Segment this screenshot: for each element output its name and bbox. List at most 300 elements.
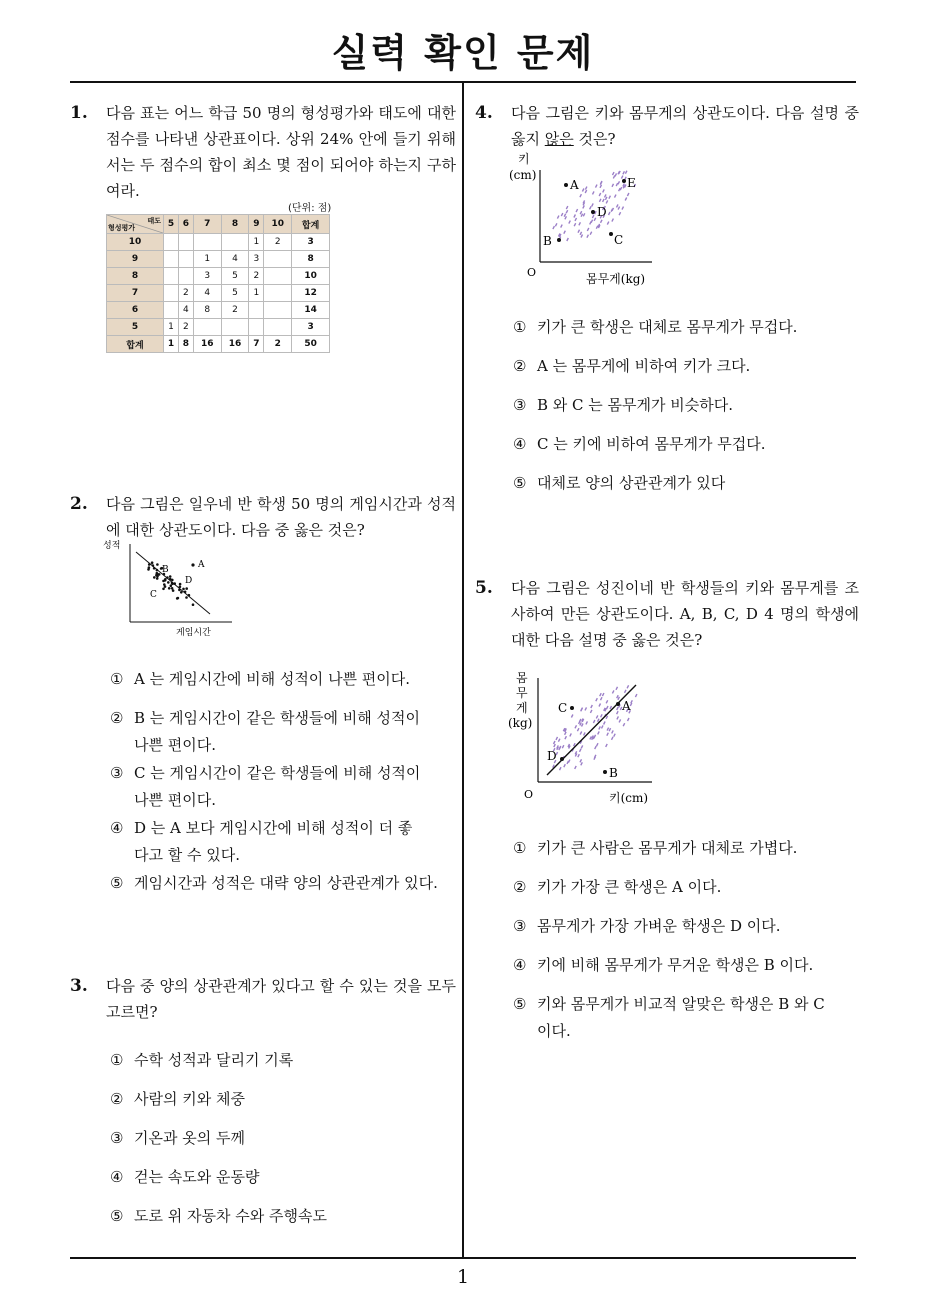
scatter-mark	[602, 725, 604, 728]
scatter-mark	[625, 198, 627, 201]
point-label-d: D	[185, 576, 193, 586]
scatter-mark	[558, 739, 560, 742]
table-cell: 3	[249, 251, 264, 268]
scatter-dot	[178, 589, 181, 592]
table-cell	[264, 319, 292, 336]
option-number: ⑤	[513, 995, 527, 1013]
row-header: 합계	[107, 336, 164, 353]
scatter-dot	[177, 597, 180, 600]
scatter-dot	[184, 591, 187, 594]
scatter-mark	[618, 697, 620, 700]
scatter-mark	[620, 187, 622, 190]
scatter-mark	[606, 744, 608, 747]
table-row	[107, 251, 330, 268]
scatter-mark	[625, 171, 627, 174]
scatter-mark	[565, 216, 567, 219]
option-2[interactable]	[513, 874, 721, 901]
scatter-dot	[172, 589, 175, 592]
corner-top-label: 태도	[147, 217, 161, 225]
scatter-mark	[622, 207, 624, 210]
option-4[interactable]	[513, 952, 813, 979]
table-cell: 2	[221, 302, 249, 319]
scatter-mark	[606, 700, 608, 703]
scatter-mark	[601, 697, 603, 700]
table-cell	[264, 268, 292, 285]
option-number: ②	[110, 1090, 124, 1108]
table-cell	[264, 251, 292, 268]
scatter-mark	[610, 706, 612, 709]
option-text: 수학 성적과 달리기 기록	[134, 1051, 294, 1069]
scatter-mark	[580, 732, 582, 735]
scatter-mark	[635, 694, 637, 697]
point-label-d: D	[597, 205, 607, 219]
scatter-mark	[578, 754, 580, 757]
table-row	[107, 268, 330, 285]
scatter-mark	[566, 206, 568, 209]
scatter-mark	[603, 189, 605, 192]
scatter-mark	[621, 176, 623, 179]
scatter-mark	[599, 704, 601, 707]
scatter-dot	[151, 561, 154, 564]
option-5[interactable]	[110, 870, 455, 897]
option-text: 게임시간과 성적은 대략 양의 상관관계가 있다.	[134, 874, 438, 892]
scatter-mark	[594, 735, 596, 738]
option-number: ④	[513, 956, 527, 974]
scatter-mark	[617, 711, 619, 714]
corner-bottom-label: 형성평가	[108, 224, 136, 232]
scatter-mark	[559, 747, 561, 750]
table-cell: 7	[249, 336, 264, 353]
table-corner-cell	[107, 215, 164, 234]
point-label-c: C	[150, 590, 157, 600]
option-text: 키가 큰 사람은 몸무게가 대체로 가볍다.	[537, 839, 798, 857]
scatter-mark	[591, 220, 593, 223]
scatter-mark	[606, 716, 608, 719]
scatter-mark	[612, 184, 614, 187]
scatter-mark	[623, 171, 625, 174]
y-axis-label: 게	[516, 701, 528, 715]
scatter-mark	[613, 172, 615, 175]
scatter-dot	[179, 583, 182, 586]
point-c	[570, 706, 574, 710]
point-label-c: C	[558, 701, 568, 715]
scatter-mark	[602, 693, 604, 696]
point-a	[564, 183, 568, 187]
scatter-mark	[605, 197, 607, 200]
option-text: 키가 큰 학생은 대체로 몸무게가 무겁다.	[537, 318, 798, 336]
table-cell: 16	[193, 336, 221, 353]
scatter-dot	[164, 585, 167, 588]
scatter-mark	[587, 228, 589, 231]
point-e	[622, 179, 626, 183]
correlation-table	[106, 214, 330, 353]
scatter-mark	[596, 698, 598, 701]
table-unit: (단위: 점)	[288, 203, 332, 214]
option-1[interactable]	[513, 314, 797, 341]
scatter-mark	[579, 222, 581, 225]
scatter-mark	[601, 220, 603, 223]
row-header: 5	[107, 319, 164, 336]
option-text: 키에 비해 몸무게가 무거운 학생은 B 이다.	[537, 956, 814, 974]
scatter-mark	[601, 181, 603, 184]
table-cell: 1	[164, 319, 179, 336]
table-cell: 3	[292, 319, 330, 336]
scatter-mark	[599, 193, 601, 196]
point-label-c: C	[614, 233, 624, 247]
scatter-mark	[604, 722, 606, 725]
scatter-mark	[606, 200, 608, 203]
option-number: ①	[110, 1051, 124, 1069]
scatter-mark	[619, 212, 621, 215]
scatter-dot	[156, 569, 159, 572]
scatter-mark	[590, 710, 592, 713]
point-b	[557, 238, 561, 242]
scatter-mark	[578, 230, 580, 233]
option-3[interactable]	[513, 913, 781, 940]
option-text: C 는 게임시간이 같은 학생들에 비해 성적이 나쁜 편이다.	[134, 764, 421, 809]
scatter-mark	[607, 733, 609, 736]
scatter-mark	[607, 706, 609, 709]
table-cell: 14	[292, 302, 330, 319]
column-divider	[462, 83, 464, 1257]
option-number: ③	[110, 764, 124, 782]
point-label-d: D	[547, 749, 557, 763]
column-header: 7	[193, 215, 221, 234]
scatter-mark	[586, 721, 588, 724]
scatter-mark	[560, 767, 562, 770]
point-c	[609, 232, 613, 236]
scatter-mark	[556, 737, 558, 740]
scatter-mark	[577, 728, 579, 731]
scatter-dot	[166, 576, 169, 579]
table-cell: 1	[193, 251, 221, 268]
option-text: 대체로 양의 상관관계가 있다	[537, 474, 726, 492]
scatter-mark	[615, 195, 617, 198]
bottom-rule	[70, 1257, 856, 1259]
point-label-e: E	[627, 176, 636, 190]
point-label-a: A	[198, 560, 205, 570]
question-number: 1.	[70, 103, 88, 123]
scatter-mark	[598, 719, 600, 722]
table-cell: 4	[221, 251, 249, 268]
scatter-mark	[581, 745, 583, 748]
option-4[interactable]	[110, 1164, 259, 1191]
question-number: 5.	[475, 578, 493, 598]
option-2[interactable]	[110, 705, 455, 759]
scatter-mark	[595, 746, 597, 749]
scatter-mark	[568, 760, 570, 763]
emphasis-underline: 않은	[544, 130, 574, 148]
scatter-mark	[585, 190, 587, 193]
question-number: 2.	[70, 494, 88, 514]
table-cell: 2	[178, 319, 193, 336]
scatter-mark	[574, 223, 576, 226]
table-cell: 4	[178, 302, 193, 319]
scatter-mark	[574, 215, 576, 218]
point-b	[603, 770, 607, 774]
x-axis-label: 키(cm)	[609, 791, 649, 805]
point-d	[591, 210, 595, 214]
scatter-mark	[553, 226, 555, 229]
option-text: B 와 C 는 몸무게가 비슷하다.	[537, 396, 734, 414]
scatter-mark	[581, 708, 583, 711]
table-cell	[178, 268, 193, 285]
scatter-mark	[601, 714, 603, 717]
scatter-dot	[157, 573, 160, 576]
scatter-dot	[153, 567, 156, 570]
scatter-mark	[575, 766, 577, 769]
question-number: 3.	[70, 976, 88, 996]
table-cell	[164, 302, 179, 319]
option-text: 키가 가장 큰 학생은 A 이다.	[537, 878, 722, 896]
scatter-mark	[579, 721, 581, 724]
table-cell	[164, 268, 179, 285]
question-1	[70, 100, 456, 204]
table-cell: 3	[292, 234, 330, 251]
option-text: 몸무게가 가장 가벼운 학생은 D 이다.	[537, 917, 781, 935]
table-cell	[221, 234, 249, 251]
scatter-mark	[571, 715, 573, 718]
option-5[interactable]	[110, 1203, 327, 1230]
option-1[interactable]	[513, 835, 797, 862]
scatter-mark	[594, 218, 596, 221]
scatter-mark	[580, 211, 582, 214]
scatter-mark	[616, 183, 618, 186]
scatter-mark	[599, 726, 601, 729]
point-label-b: B	[543, 234, 552, 248]
option-text: 사람의 키와 체중	[134, 1090, 245, 1108]
table-cell: 12	[292, 285, 330, 302]
option-text: A 는 몸무게에 비하여 키가 크다.	[537, 357, 751, 375]
column-header: 5	[164, 215, 179, 234]
scatter-mark	[591, 705, 593, 708]
scatter-dot	[182, 588, 185, 591]
scatter-mark	[557, 216, 559, 219]
option-1[interactable]	[110, 666, 455, 693]
scatter-dot	[156, 563, 159, 566]
question-3	[70, 973, 456, 1025]
scatter-mark	[564, 231, 566, 234]
scatter-mark	[575, 218, 577, 221]
option-1[interactable]	[110, 1047, 293, 1074]
scatter-mark	[612, 730, 614, 733]
scatter-mark	[590, 206, 592, 209]
option-2[interactable]	[513, 353, 750, 380]
y-axis-label: 몸	[516, 671, 528, 685]
scatter-mark	[598, 731, 600, 734]
scatter-mark	[614, 734, 616, 737]
option-number: ④	[513, 435, 527, 453]
option-text: 키와 몸무게가 비교적 알맞은 학생은 B 와 C 이다.	[537, 995, 825, 1040]
scatter-mark	[625, 690, 627, 693]
point-a	[616, 702, 620, 706]
column-header: 9	[249, 215, 264, 234]
scatter-mark	[619, 719, 621, 722]
table-cell: 2	[264, 234, 292, 251]
question-text-part: 것은?	[573, 130, 616, 148]
table-cell	[164, 285, 179, 302]
table-cell: 1	[249, 234, 264, 251]
scatter-mark	[625, 185, 627, 188]
option-number: ②	[513, 878, 527, 896]
scatter-dot	[171, 587, 174, 590]
column-header: 합계	[292, 215, 330, 234]
option-text: 도로 위 자동차 수와 주행속도	[134, 1207, 327, 1225]
scatter-mark	[574, 743, 576, 746]
y-axis-unit: (kg)	[508, 716, 533, 730]
option-number: ⑤	[513, 474, 527, 492]
table-cell	[221, 319, 249, 336]
table-cell: 2	[178, 285, 193, 302]
scatter-mark	[617, 707, 619, 710]
column-header: 8	[221, 215, 249, 234]
page-title: 실력 확인 문제	[331, 31, 595, 75]
scatter-mark	[561, 213, 563, 216]
scatter-mark	[592, 215, 594, 218]
table-row	[107, 234, 330, 251]
scatter-mark	[565, 732, 567, 735]
scatter-dot	[170, 584, 173, 587]
question-text-part: 다음 그림은 키와 몸무게의 상관도이다. 다음 설명 중 옳지	[511, 104, 859, 148]
scatter-dot	[185, 596, 188, 599]
origin-label: O	[527, 266, 537, 279]
table-cell: 3	[193, 268, 221, 285]
option-text: A 는 게임시간에 비해 성적이 나쁜 편이다.	[134, 670, 411, 688]
scatter-mark	[580, 759, 582, 762]
table-cell: 50	[292, 336, 330, 353]
scatter-mark	[582, 189, 584, 192]
scatter-mark	[609, 212, 611, 215]
scatter-mark	[565, 736, 567, 739]
scatter-mark	[581, 214, 583, 217]
row-header: 10	[107, 234, 164, 251]
option-number: ③	[513, 396, 527, 414]
option-number: ②	[110, 709, 124, 727]
table-cell: 1	[164, 336, 179, 353]
scatter-mark	[555, 223, 557, 226]
scatter-mark	[596, 226, 598, 229]
scatter-mark	[564, 764, 566, 767]
scatter-dot	[153, 576, 156, 579]
scatter-dot	[173, 582, 176, 585]
option-number: ④	[110, 1168, 124, 1186]
scatter-mark	[603, 199, 605, 202]
scatter-dot	[169, 575, 172, 578]
scatter-mark	[628, 718, 630, 721]
option-4[interactable]	[513, 431, 765, 458]
option-3[interactable]	[513, 392, 733, 419]
scatter-mark	[590, 232, 592, 235]
row-header: 9	[107, 251, 164, 268]
scatter-mark	[612, 690, 614, 693]
table-cell: 8	[178, 336, 193, 353]
scatter-mark	[580, 722, 582, 725]
scatter-mark	[570, 733, 572, 736]
page-number: 1	[456, 1266, 470, 1288]
option-4[interactable]	[110, 815, 455, 869]
scatter-dot	[179, 586, 182, 589]
option-text: C 는 키에 비하여 몸무게가 무겁다.	[537, 435, 766, 453]
scatter-mark	[590, 736, 592, 739]
scatter-dot	[185, 587, 188, 590]
question-4	[475, 100, 859, 152]
scatter-mark	[607, 728, 609, 731]
point-d	[560, 757, 564, 761]
column-header: 6	[178, 215, 193, 234]
scatter-mark	[554, 741, 556, 744]
y-axis-unit: (cm)	[509, 168, 537, 182]
option-number: ④	[110, 819, 124, 837]
scatter-mark	[575, 725, 577, 728]
option-3[interactable]	[110, 760, 455, 814]
scatter-dot	[192, 603, 195, 606]
row-header: 6	[107, 302, 164, 319]
row-header: 7	[107, 285, 164, 302]
scatter-dot	[167, 581, 170, 584]
point-a	[191, 563, 194, 566]
point-label-b: B	[609, 766, 618, 780]
table-cell: 1	[249, 285, 264, 302]
scatter-mark	[599, 199, 601, 202]
y-axis-label: 무	[516, 686, 528, 700]
scatter-mark	[587, 235, 589, 238]
option-number: ①	[513, 318, 527, 336]
option-2[interactable]	[110, 1086, 245, 1113]
row-header: 8	[107, 268, 164, 285]
table-cell: 8	[193, 302, 221, 319]
scatter-dot	[147, 568, 150, 571]
question-text: 다음 중 양의 상관관계가 있다고 할 수 있는 것을 모두 고르면?	[106, 977, 456, 1021]
y-axis-label: 성적	[103, 541, 121, 551]
option-text: D 는 A 보다 게임시간에 비해 성적이 더 좋다고 할 수 있다.	[134, 819, 413, 864]
x-axis-label: 몸무게(kg)	[586, 272, 646, 286]
question-text: 다음 표는 어느 학급 50 명의 형성평가와 태도에 대한 점수를 나타낸 상관표이다. 상위 24% 안에 들기 위해서는 두 점수의 합이 최소 몇 점이 되어야 하는지 구하여라.	[106, 104, 456, 200]
option-3[interactable]	[110, 1125, 245, 1152]
scatter-mark	[567, 238, 569, 241]
scatter-mark	[627, 193, 629, 196]
scatter-mark	[597, 743, 599, 746]
x-axis-label: 게임시간	[176, 628, 211, 638]
table-cell	[193, 319, 221, 336]
scatter-mark	[554, 744, 556, 747]
scatter-dot	[171, 582, 174, 585]
table-cell: 8	[292, 251, 330, 268]
option-number: ⑤	[110, 874, 124, 892]
option-5[interactable]	[513, 991, 853, 1045]
scatter-mark	[561, 225, 563, 228]
scatter-mark	[562, 745, 564, 748]
option-text: B 는 게임시간이 같은 학생들에 비해 성적이 나쁜 편이다.	[134, 709, 420, 754]
scatter-mark	[583, 205, 585, 208]
scatter-mark	[618, 181, 620, 184]
scatter-mark	[605, 194, 607, 197]
scatter-dot	[162, 588, 165, 591]
table-cell	[164, 251, 179, 268]
scatter-mark	[617, 716, 619, 719]
scatter-mark	[616, 687, 618, 690]
scatter-mark	[627, 685, 629, 688]
scatter-mark	[580, 232, 582, 235]
scatter-mark	[569, 221, 571, 224]
option-5[interactable]	[513, 470, 725, 497]
scatter-dot	[156, 577, 159, 580]
table-cell: 5	[221, 285, 249, 302]
scatter-mark	[612, 737, 614, 740]
table-cell	[249, 302, 264, 319]
y-axis-label: 키	[518, 152, 530, 166]
scatter-mark	[596, 185, 598, 188]
table-cell	[164, 234, 179, 251]
